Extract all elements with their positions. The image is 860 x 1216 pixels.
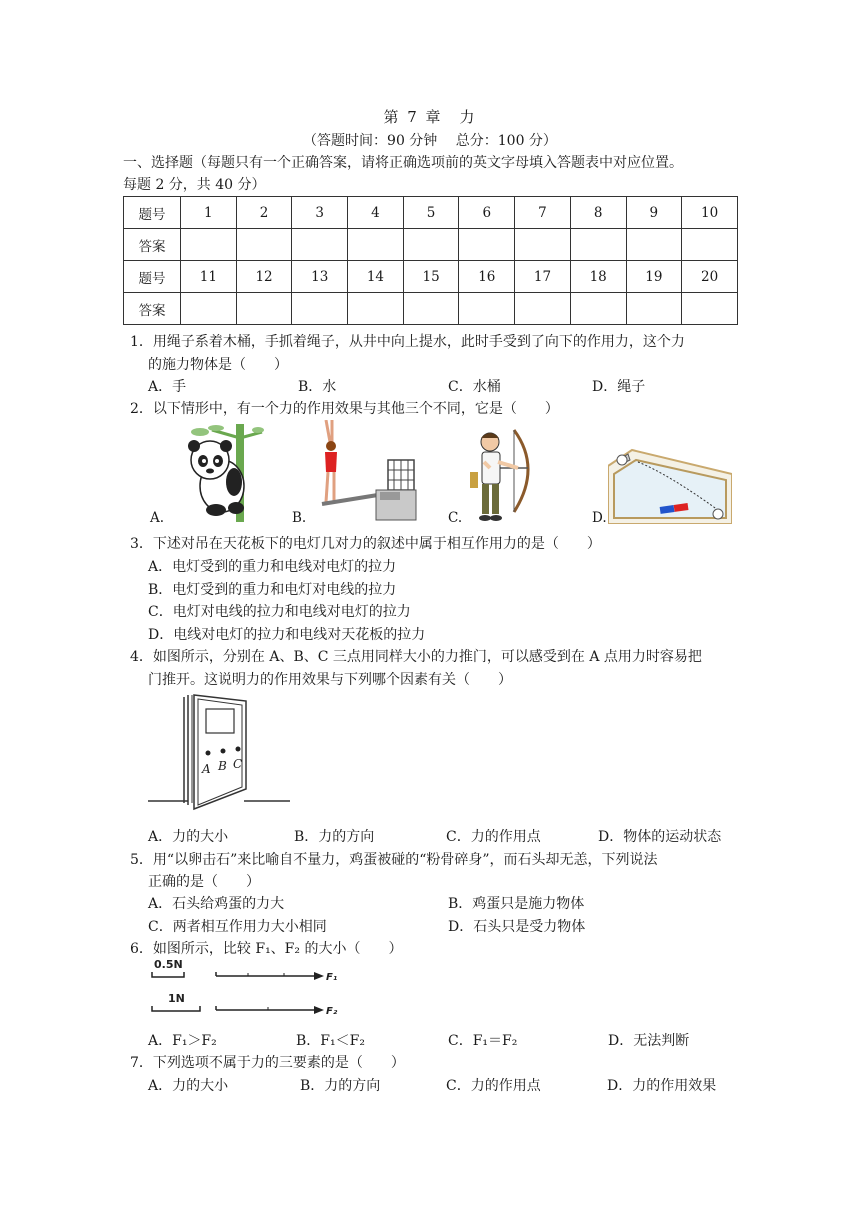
option-d[interactable]: D．无法判断 (608, 1033, 690, 1049)
question-5-stem-cont: 正确的是（ ） (148, 874, 260, 890)
answer-cell[interactable] (236, 229, 292, 261)
answer-cell[interactable] (292, 229, 348, 261)
question-number: 11 (181, 261, 237, 293)
answer-cell[interactable] (459, 293, 515, 325)
question-7-stem: 7．下列选项不属于力的三要素的是（ ） (130, 1055, 405, 1071)
option-c[interactable]: C．水桶 (448, 379, 501, 395)
question-number: 20 (682, 261, 738, 293)
table-row (124, 197, 738, 229)
question-1-stem-cont: 的施力物体是（ ） (148, 357, 288, 373)
answer-cell[interactable] (626, 293, 682, 325)
question-number: 1 (181, 197, 237, 229)
question-3-stem: 3．下述对吊在天花板下的电灯几对力的叙述中属于相互作用力的是（ ） (130, 536, 601, 552)
answer-cell[interactable] (348, 229, 404, 261)
option-b[interactable]: B．电灯受到的重力和电灯对电线的拉力 (148, 582, 397, 598)
question-number: 16 (459, 261, 515, 293)
option-a[interactable]: A．F₁＞F₂ (148, 1033, 217, 1049)
answer-table (123, 196, 738, 325)
question-1-stem: 1．用绳子系着木桶，手抓着绳子，从井中向上提水，此时手受到了向下的作用力，这个力 (130, 334, 685, 350)
answer-cell[interactable] (570, 229, 626, 261)
option-d[interactable]: D．力的作用效果 (607, 1078, 717, 1094)
option-d[interactable]: D．电线对电灯的拉力和电线对天花板的拉力 (148, 627, 426, 643)
answer-label: 答案 (124, 293, 181, 325)
question-number: 2 (236, 197, 292, 229)
question-number: 17 (515, 261, 571, 293)
option-c[interactable]: C．力的作用点 (446, 1078, 541, 1094)
option-b[interactable]: B．力的方向 (300, 1078, 381, 1094)
question-number: 7 (515, 197, 571, 229)
question-4-stem: 4．如图所示，分别在 A、B、C 三点用同样大小的力推门，可以感受到在 A 点用力时容易把 (130, 649, 702, 665)
section-instruction-cont: 每题 2 分，共 40 分） (123, 177, 266, 193)
magnet-ball-image (608, 444, 732, 524)
answer-cell[interactable] (292, 293, 348, 325)
option-d[interactable]: D．石头只是受力物体 (448, 919, 586, 935)
question-number: 4 (348, 197, 404, 229)
answer-cell[interactable] (682, 229, 738, 261)
question-number: 5 (403, 197, 459, 229)
answer-cell[interactable] (626, 229, 682, 261)
option-d[interactable]: D．绳子 (592, 379, 646, 395)
force-diagram (148, 958, 348, 1020)
question-number: 14 (348, 261, 404, 293)
answer-label: 答案 (124, 229, 181, 261)
question-5-stem: 5．用“以卵击石”来比喻自不量力，鸡蛋被碰的“粉骨碎身”，而石头却无恙，下列说法 (130, 852, 658, 868)
option-a[interactable]: A．力的大小 (148, 829, 229, 845)
answer-cell[interactable] (403, 293, 459, 325)
option-d[interactable]: D. (592, 510, 607, 526)
option-d[interactable]: D．物体的运动状态 (598, 829, 722, 845)
question-number: 6 (459, 197, 515, 229)
answer-cell[interactable] (403, 229, 459, 261)
option-c[interactable]: C．力的作用点 (446, 829, 541, 845)
option-c[interactable]: C. (448, 510, 463, 526)
option-c[interactable]: C．两者相互作用力大小相同 (148, 919, 327, 935)
question-number: 12 (236, 261, 292, 293)
question-number: 13 (292, 261, 348, 293)
question-number-label: 题号 (124, 197, 181, 229)
answer-cell[interactable] (515, 229, 571, 261)
answer-cell[interactable] (682, 293, 738, 325)
exam-info: （答题时间：90 分钟 总分：100 分） (303, 133, 557, 149)
option-c[interactable]: C．电灯对电线的拉力和电线对电灯的拉力 (148, 604, 411, 620)
option-a[interactable]: A．手 (148, 379, 187, 395)
answer-cell[interactable] (515, 293, 571, 325)
question-2-stem: 2．以下情形中，有一个力的作用效果与其他三个不同，它是（ ） (130, 401, 559, 417)
question-6-stem: 6．如图所示，比较 F₁、F₂ 的大小（ ） (130, 941, 403, 957)
scale-label-1: 0.5N (154, 958, 183, 971)
question-number: 15 (403, 261, 459, 293)
question-4-stem-cont: 门推开。这说明力的作用效果与下列哪个因素有关（ ） (148, 672, 512, 688)
archer-image (468, 428, 540, 524)
scale-label-2: 1N (168, 992, 185, 1005)
option-a[interactable]: A. (150, 510, 165, 526)
question-number: 9 (626, 197, 682, 229)
table-row (124, 229, 738, 261)
question-number: 10 (682, 197, 738, 229)
answer-cell[interactable] (348, 293, 404, 325)
table-row (124, 293, 738, 325)
option-a[interactable]: A．力的大小 (148, 1078, 229, 1094)
section-instruction: 一、选择题（每题只有一个正确答案，请将正确选项前的英文字母填入答题表中对应位置。 (123, 155, 683, 171)
option-a[interactable]: A．电灯受到的重力和电线对电灯的拉力 (148, 559, 397, 575)
answer-cell[interactable] (236, 293, 292, 325)
option-b[interactable]: B．力的方向 (294, 829, 375, 845)
option-b[interactable]: B. (292, 510, 307, 526)
question-number: 19 (626, 261, 682, 293)
option-b[interactable]: B．水 (298, 379, 337, 395)
force-label-f1: F₁ (326, 972, 338, 983)
question-number: 3 (292, 197, 348, 229)
answer-cell[interactable] (181, 229, 237, 261)
page-title: 第 7 章 力 (383, 108, 477, 126)
answer-cell[interactable] (459, 229, 515, 261)
answer-cell[interactable] (570, 293, 626, 325)
question-number: 18 (570, 261, 626, 293)
door-image (148, 693, 290, 811)
panda-on-bamboo-image (172, 424, 264, 522)
question-number-label: 题号 (124, 261, 181, 293)
force-label-f2: F₂ (326, 1006, 338, 1017)
option-b[interactable]: B．鸡蛋只是施力物体 (448, 896, 585, 912)
option-c[interactable]: C．F₁＝F₂ (448, 1033, 518, 1049)
table-row (124, 261, 738, 293)
option-a[interactable]: A．石头给鸡蛋的力大 (148, 896, 285, 912)
door-label-b: B (218, 759, 227, 773)
diving-board-image (312, 420, 418, 524)
question-number: 8 (570, 197, 626, 229)
answer-cell[interactable] (181, 293, 237, 325)
option-b[interactable]: B．F₁＜F₂ (296, 1033, 365, 1049)
door-label-c: C (233, 757, 243, 771)
door-label-a: A (202, 762, 211, 776)
